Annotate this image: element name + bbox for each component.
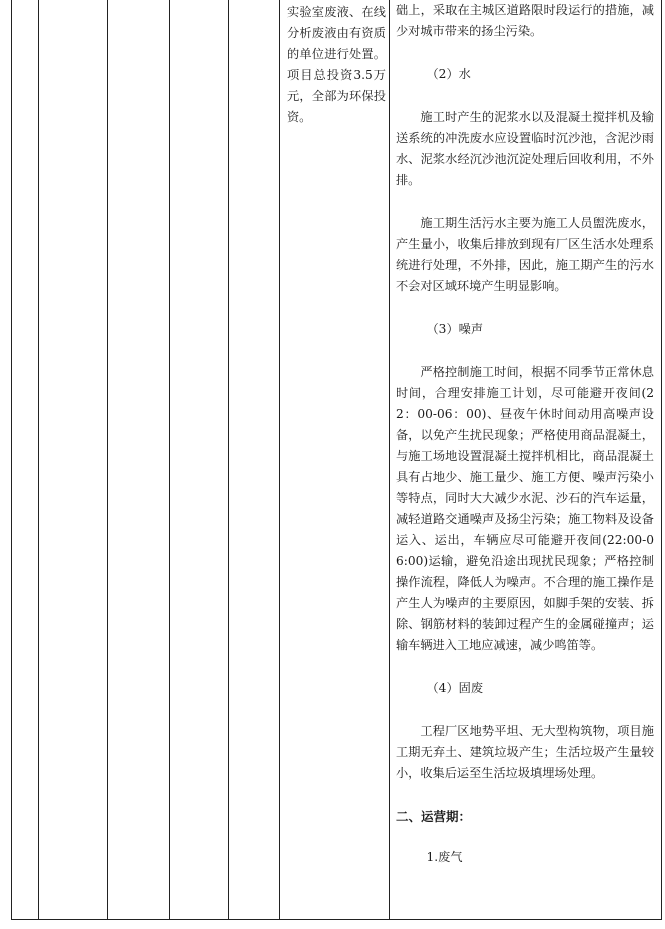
solid-waste-paragraph: 工程厂区地势平坦、无大型构筑物，项目施工期无弃土、建筑垃圾产生；生活垃圾产生量较小，收集后运至生活垃圾填埋场处理。 (396, 724, 654, 780)
dust-measures-continued: 础上，采取在主城区道路限时段运行的措施，减少对城市带来的扬尘污染。 (396, 3, 654, 38)
table-cell-col2 (39, 0, 108, 920)
document-table (11, 0, 662, 920)
table-cell-investment (280, 0, 390, 920)
solid-waste-heading: （4）固废 (426, 681, 484, 695)
table-cell-measures (390, 0, 662, 920)
table-cell-col4 (170, 0, 229, 920)
water-paragraph-1: 施工时产生的泥浆水以及混凝土搅拌机及输送系统的冲洗废水应设置临时沉沙池，含泥沙雨水、泥浆水经沉沙池沉淀处理后回收利用，不外排。 (396, 110, 654, 187)
water-paragraph-2: 施工期生活污水主要为施工人员盥洗废水，产生量小，收集后排放到现有厂区生活水处理系统进行处理，不外排，因此，施工期产生的污水不会对区域环境产生明显影响。 (396, 216, 654, 293)
noise-paragraph: 严格控制施工时间，根据不同季节正常休息时间，合理安排施工计划，尽可能避开夜间(22：00-06：00)、昼夜午休时间动用高噪声设备，以免产生扰民现象；严格使用商品混凝土，与施工场地设置混凝土搅拌机相比，商品混凝土具有占地少、施工量少、施工方便、噪声污染小等特点，同时大大减少水泥、沙石的汽车运量，减轻道路交通噪声及扬尘污染；施工物料及设备运入、运出，车辆应尽可能避开夜间(22:00-06:00)运输，避免沿途出现扰民现象；严格控制操作流程，降低人为噪声。不合理的施工操作是产生人为噪声的主要原因，如脚手架的安装、拆除、钢筋材料的装卸过程产生的金属碰撞声；运输车辆进入工地应减速，减少鸣笛等。 (396, 365, 654, 652)
table-row (12, 0, 662, 920)
table-cell-col1 (12, 0, 39, 920)
noise-heading: （3）噪声 (426, 322, 484, 336)
exhaust-gas-item: 1.废气 (426, 850, 463, 864)
operation-phase-title: 二、运营期： (396, 809, 472, 824)
table-cell-col3 (108, 0, 170, 920)
table-cell-col5 (229, 0, 280, 920)
investment-text: 实验室废液、在线分析废液由有资质的单位进行处置。项目总投资3.5万元，全部为环保投资。 (287, 5, 386, 124)
water-heading: （2）水 (426, 67, 471, 81)
